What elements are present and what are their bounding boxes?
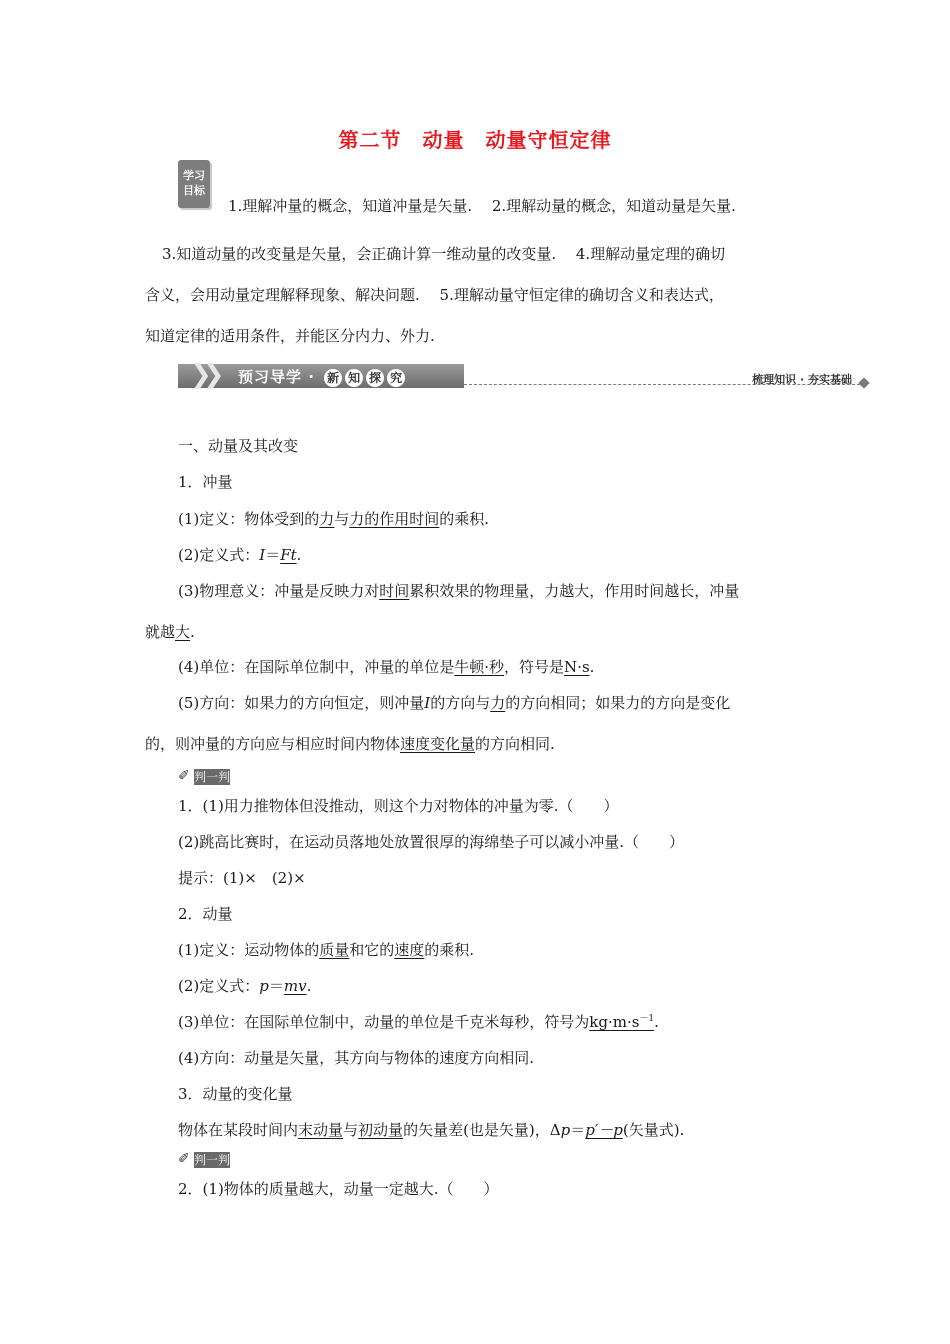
judge-label (178, 768, 238, 786)
answer-blank: N·s (564, 658, 590, 676)
diamond-icon (858, 377, 869, 388)
answer-blank: 大 (175, 623, 191, 641)
answer-blank: 牛顿·秒 (454, 658, 505, 676)
answer-blank: 力 (490, 694, 506, 712)
answer-blank: $kg\cdot m\cdot s^{-1}$ (589, 1013, 655, 1031)
answer-blank: 力的作用时间 (349, 510, 440, 528)
judge-tag: 判一判 (194, 1153, 231, 1167)
answer-blank: 时间 (379, 582, 410, 600)
impulse-formula: (2)定义式：I＝Ft. (178, 546, 302, 564)
change-heading: 3．动量的变化量 (178, 1085, 293, 1103)
answer-blank: Ft (280, 546, 297, 564)
impulse-meaning-cont: 就越大. (145, 623, 195, 641)
banner-chip: 知 (345, 369, 363, 387)
answer-blank: 力 (319, 510, 335, 528)
impulse-meaning: (3)物理意义：冲量是反映力对时间累积效果的物理量，力越大，作用时间越长，冲量 (178, 582, 740, 600)
momentum-unit: (3)单位：在国际单位制中，动量的单位是千克米每秒，符号为$kg\cdot m\cdot s^{-1}$. (178, 1013, 659, 1031)
answer-blank: mv (283, 977, 307, 995)
banner-chip: 新 (324, 369, 342, 387)
change-text: 物体在某段时间内末动量与初动量的矢量差(也是矢量)，Δp＝p′－p(矢量式). (178, 1121, 685, 1139)
page-title: 第二节 动量 动量守恒定律 (338, 128, 612, 152)
answer-blank: 初动量 (358, 1121, 404, 1139)
momentum-direction: (4)方向：动量是矢量，其方向与物体的速度方向相同. (178, 1049, 535, 1067)
pen-icon: ✐ (178, 1151, 190, 1167)
answer-blank: 质量 (319, 941, 350, 959)
banner-title (238, 366, 405, 387)
goals-line-3: 含义，会用动量定理解释现象、解决问题. 5.理解动量守恒定律的确切含义和表达式， (145, 286, 724, 304)
badge-line-1: 学习 (183, 169, 205, 182)
judge-label (178, 1151, 238, 1169)
badge-line-2: 目标 (183, 184, 205, 197)
question-1b: (2)跳高比赛时，在运动员落地处放置很厚的海绵垫子可以减小冲量.（ ） (178, 833, 685, 851)
impulse-heading: 1．冲量 (178, 473, 233, 491)
question-1a: 1．(1)用力推物体但没推动，则这个力对物体的冲量为零.（ ） (178, 797, 619, 815)
chevron-right-icon: ❯❯ (190, 360, 216, 390)
answer-blank: 速度 (394, 941, 425, 959)
section-heading: 一、动量及其改变 (178, 437, 299, 455)
momentum-heading: 2．动量 (178, 905, 233, 923)
momentum-formula: (2)定义式：p＝mv. (178, 977, 312, 995)
impulse-direction-cont: 的，则冲量的方向应与相应时间内物体速度变化量的方向相同. (145, 735, 555, 753)
learning-goals-badge (178, 160, 210, 208)
banner-chip: 究 (387, 369, 405, 387)
pen-icon: ✐ (178, 768, 190, 784)
hint: 提示：(1)× (2)× (178, 869, 306, 887)
momentum-definition: (1)定义：运动物体的质量和它的速度的乘积. (178, 941, 475, 959)
banner-title-text: 预习导学 · (238, 368, 315, 386)
goals-line-2: 3.知道动量的改变量是矢量，会正确计算一维动量的改变量. 4.理解动量定理的确切 (162, 245, 726, 263)
banner-chip: 探 (366, 369, 384, 387)
judge-tag: 判一判 (194, 770, 231, 784)
impulse-unit: (4)单位：在国际单位制中，冲量的单位是牛顿·秒，符号是N·s. (178, 658, 595, 676)
question-2a: 2．(1)物体的质量越大，动量一定越大.（ ） (178, 1180, 499, 1198)
section-banner (178, 362, 870, 392)
goals-line-4: 知道定律的适用条件，并能区分内力、外力. (145, 327, 435, 345)
impulse-definition: (1)定义：物体受到的力与力的作用时间的乘积. (178, 510, 490, 528)
answer-blank: p′－p (585, 1121, 623, 1139)
answer-blank: 末动量 (298, 1121, 344, 1139)
goals-line-1: 1.理解冲量的概念，知道冲量是矢量. 2.理解动量的概念，知道动量是矢量. (228, 197, 736, 215)
answer-blank: 速度变化量 (400, 735, 476, 753)
banner-subtitle: 梳理知识 · 夯实基础 (752, 373, 852, 386)
impulse-direction: (5)方向：如果力的方向恒定，则冲量I的方向与力的方向相同；如果力的方向是变化 (178, 694, 731, 712)
